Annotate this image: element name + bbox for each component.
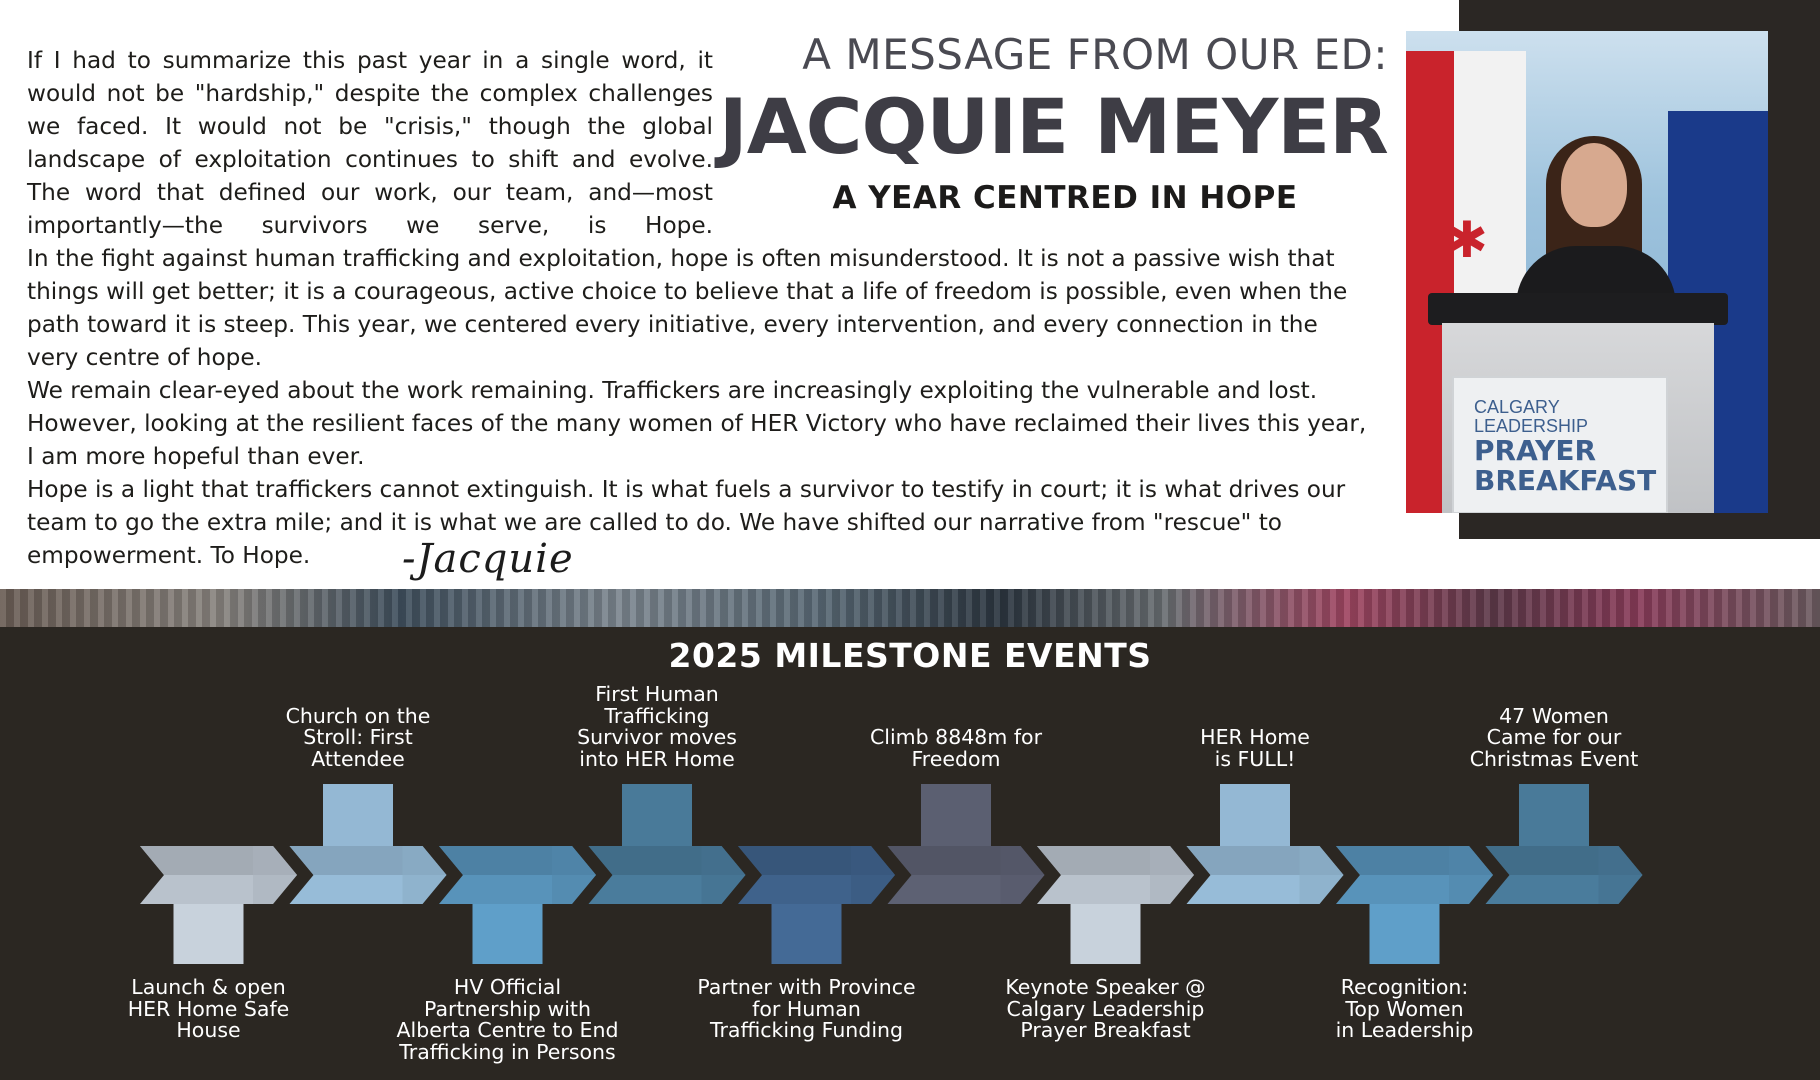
- podium-sign-line: BREAKFAST: [1474, 464, 1657, 497]
- milestone-label-line: Christmas Event: [1469, 746, 1639, 771]
- milestone-label: [971, 977, 1241, 1042]
- milestone-label-line: Trafficking Funding: [709, 1018, 904, 1042]
- milestone-stub: [174, 904, 244, 964]
- intro-line: we faced. It would not be "crisis," though the global: [27, 113, 713, 140]
- milestone-label-line: Alberta Centre to End: [396, 1018, 619, 1042]
- milestone-label-line: Trafficking in Persons: [399, 1039, 616, 1064]
- milestone-label: [1120, 727, 1390, 770]
- milestone-label-line: Prayer Breakfast: [1020, 1018, 1191, 1042]
- podium-sign-line: PRAYER: [1474, 434, 1597, 467]
- milestone-arrow-tip: [1300, 846, 1344, 904]
- page-subtitle: A YEAR CENTRED IN HOPE: [832, 180, 1298, 216]
- milestone-stub: [1071, 904, 1141, 964]
- milestone-label-line: HER Home Safe: [127, 996, 290, 1021]
- milestone-label-line: House: [176, 1018, 241, 1042]
- milestone-arrow-tip: [253, 846, 297, 904]
- intro-line: landscape of exploitation continues to shift and evolve.: [27, 146, 713, 173]
- milestone-label-line: Climb 8848m for: [869, 725, 1043, 749]
- milestone-stub: [921, 784, 991, 846]
- podium-sign-line: CALGARY: [1474, 397, 1560, 417]
- podium-sign-line: LEADERSHIP: [1474, 416, 1589, 436]
- milestone-stub: [622, 784, 692, 846]
- milestone-label-line: Survivor moves: [577, 725, 737, 749]
- milestone-label-line: Trafficking: [604, 703, 710, 728]
- milestone-label-line: Stroll: First: [303, 725, 413, 749]
- letter-paragraph: Hope is a light that traffickers cannot extinguish. It is what fuels a survivor to testify in court; it is what drives our team to go the extra mile; and it is what we are called to do. We have shifted our narrative from "rescue" to empowerment. To Hope.: [27, 476, 1346, 569]
- milestone-arrow-tip: [552, 846, 596, 904]
- milestone-label: [1270, 977, 1540, 1042]
- milestone-label-line: in Leadership: [1335, 1018, 1474, 1042]
- maple-leaf-icon: ✱: [1446, 211, 1488, 269]
- milestone-label-line: 47 Women: [1499, 703, 1609, 728]
- milestone-label-line: Partner with Province: [697, 975, 916, 999]
- milestone-label: [74, 977, 344, 1042]
- milestone-label-line: Recognition:: [1340, 975, 1469, 999]
- milestone-arrow-tip: [1449, 846, 1493, 904]
- header-eyebrow: A MESSAGE FROM OUR ED:: [802, 30, 1388, 79]
- milestone-label: [373, 977, 643, 1063]
- milestones-title: 2025 MILESTONE EVENTS: [668, 636, 1152, 675]
- milestone-label-line: Top Women: [1345, 996, 1464, 1021]
- milestone-label-line: Launch & open: [131, 975, 286, 999]
- milestone-label-line: into HER Home: [579, 746, 735, 771]
- intro-line: The word that defined our work, our team, and—most: [27, 179, 713, 206]
- letter-paragraph: We remain clear-eyed about the work remaining. Traffickers are increasingly exploiting the vulnerable and lost. However, looking at the resilient faces of the many women of HER Victory who have reclaimed their lives this year, I am more hopeful than ever.: [27, 377, 1367, 470]
- milestone-arrow-tip: [1599, 846, 1643, 904]
- milestone-stub: [772, 904, 842, 964]
- milestone-label-line: Freedom: [911, 746, 1001, 771]
- intro-line: If I had to summarize this past year in a single word, it: [27, 47, 713, 74]
- milestone-stub: [1519, 784, 1589, 846]
- milestone-arrow-tip: [403, 846, 447, 904]
- intro-line: would not be "hardship," despite the complex challenges: [27, 80, 713, 107]
- milestone-label-line: Came for our: [1486, 725, 1622, 749]
- milestone-label-line: First Human: [595, 682, 719, 706]
- milestone-label-line: Attendee: [311, 746, 405, 771]
- milestone-stub: [473, 904, 543, 964]
- milestone-label-line: Keynote Speaker @: [1005, 975, 1206, 999]
- milestone-label: [1419, 703, 1689, 771]
- milestone-stub: [1370, 904, 1440, 964]
- milestone-label: [672, 977, 942, 1042]
- intro-line: importantly—the survivors we serve, is Hope.: [27, 212, 713, 239]
- milestone-label: [223, 703, 493, 771]
- milestone-label-line: HV Official: [453, 975, 562, 999]
- milestone-label: [821, 727, 1091, 770]
- milestone-label-line: Calgary Leadership: [1006, 996, 1205, 1021]
- milestone-stub: [323, 784, 393, 846]
- milestone-arrow-tip: [1001, 846, 1045, 904]
- milestone-label-line: is FULL!: [1214, 746, 1296, 771]
- milestone-label-line: Partnership with: [424, 996, 591, 1021]
- milestone-stub: [1220, 784, 1290, 846]
- milestone-label-line: for Human: [752, 996, 861, 1021]
- milestone-arrow-tip: [702, 846, 746, 904]
- milestone-label: [522, 684, 792, 770]
- letter-paragraph: In the fight against human trafficking and exploitation, hope is often misunderstood. It is not a passive wish that things will get better; it is a courageous, active choice to believe that a life of freedom is possible, even when the path toward it is steep. This year, we centered every initiative, every intervention, and every connection in the very centre of hope.: [27, 245, 1348, 371]
- milestone-arrow-tip: [851, 846, 895, 904]
- milestone-label-line: Church on the: [285, 703, 431, 728]
- page-title: JACQUIE MEYER: [719, 82, 1388, 171]
- milestone-arrow-tip: [1150, 846, 1194, 904]
- milestone-label-line: HER Home: [1200, 725, 1310, 749]
- signature: -Jacquie: [402, 536, 574, 582]
